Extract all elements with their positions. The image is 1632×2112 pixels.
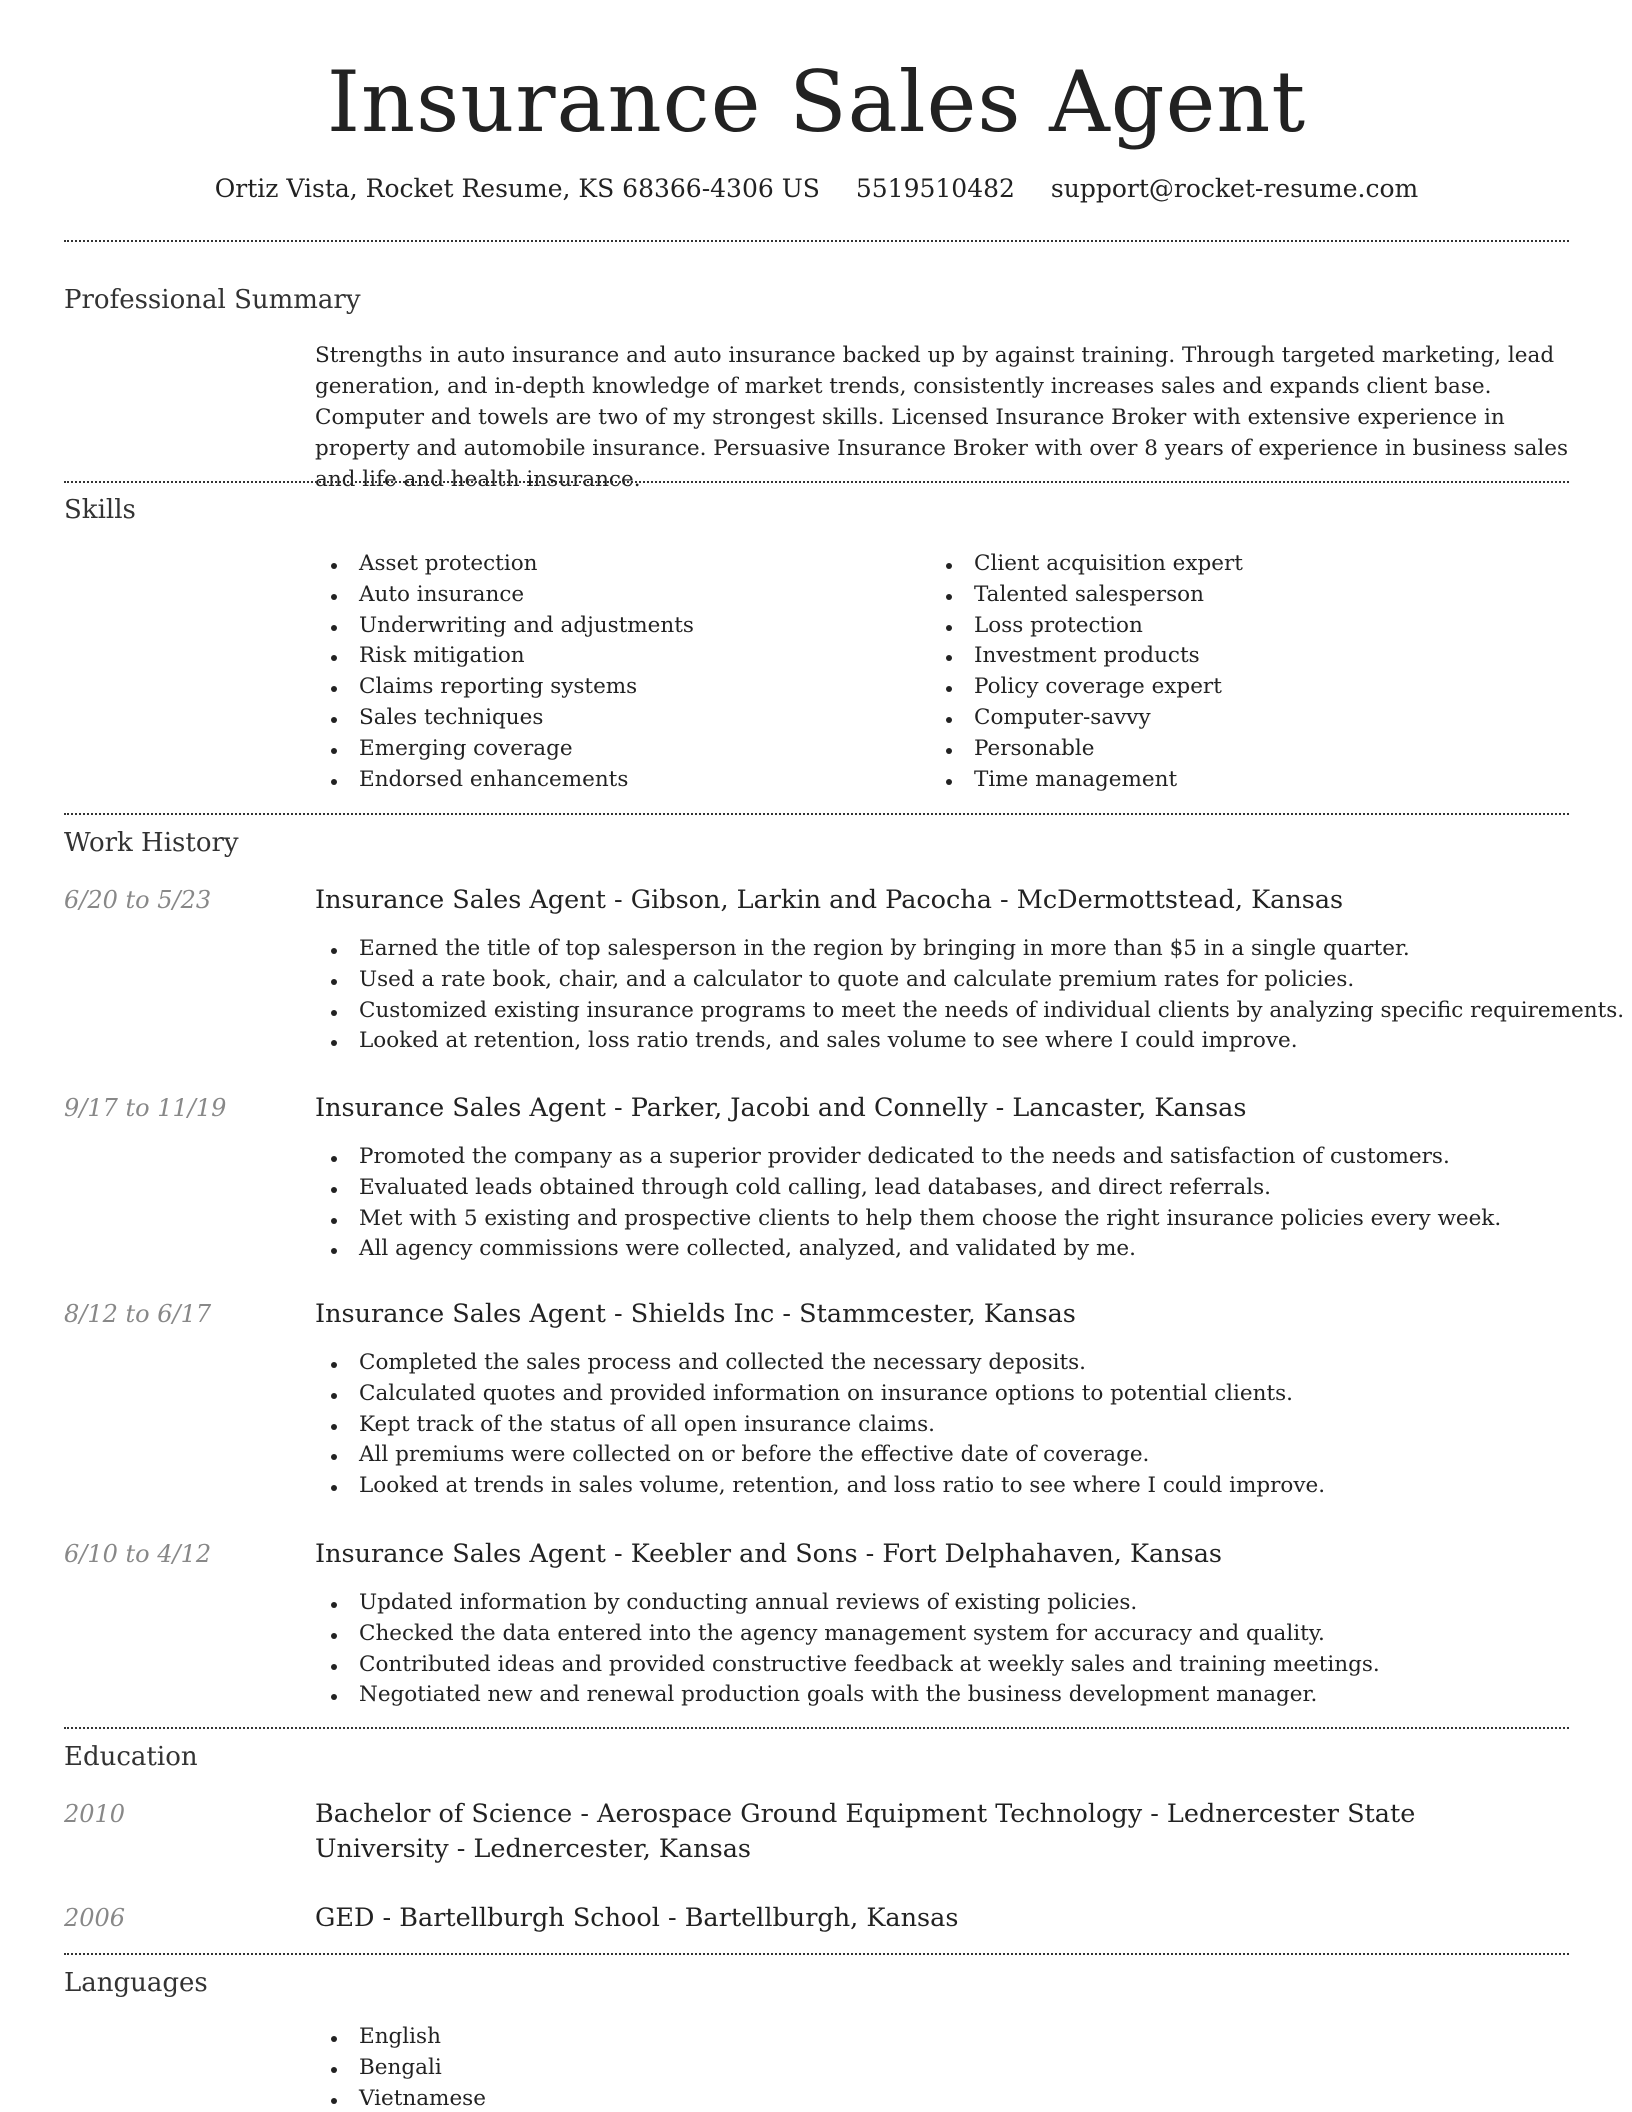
job-bullets	[315, 1588, 1569, 1711]
skill-item: Emerging coverage	[315, 734, 915, 765]
job-bullet: All agency commissions were collected, analyzed, and validated by me.	[315, 1234, 1569, 1265]
job-bullet: Looked at trends in sales volume, retention, and loss ratio to see where I could improve.	[315, 1471, 1569, 1502]
contact-phone: 5519510482	[855, 174, 1015, 203]
job-bullet: Completed the sales process and collected the necessary deposits.	[315, 1348, 1569, 1379]
job-bullet: Customized existing insurance programs to meet the needs of individual clients by analyzing specific requirements.	[315, 996, 1569, 1027]
job-bullet: Calculated quotes and provided information on insurance options to potential clients.	[315, 1379, 1569, 1410]
job-dates: 6/20 to 5/23	[64, 886, 212, 914]
education-entry: GED - Bartellburgh School - Bartellburgh, Kansas	[315, 1903, 959, 1933]
languages-heading: Languages	[64, 1968, 208, 1998]
job-title: Insurance Sales Agent - Shields Inc - Stammcester, Kansas	[315, 1299, 1076, 1329]
skills-list-right	[930, 549, 1530, 795]
skill-item: Talented salesperson	[930, 580, 1530, 611]
job-bullet: All premiums were collected on or before the effective date of coverage.	[315, 1440, 1569, 1471]
summary-text: Strengths in auto insurance and auto insurance backed up by against training. Through targeted marketing, lead generation, and in-depth knowledge of market trends, consistently increases sales and expands client base. Computer and towels are two of my strongest skills. Licensed Insurance Broker with extensive experience in property and automobile insurance. Persuasive Insurance Broker with over 8 years of experience in business sales and life and health insurance.	[315, 343, 1569, 492]
skill-item: Loss protection	[930, 611, 1530, 642]
section-divider	[64, 481, 1569, 483]
skill-item: Computer-savvy	[930, 703, 1530, 734]
job-bullet: Met with 5 existing and prospective clients to help them choose the right insurance policies every week.	[315, 1204, 1569, 1235]
job-bullet: Updated information by conducting annual reviews of existing policies.	[315, 1588, 1569, 1619]
skills-list-left	[315, 549, 915, 795]
job-bullets	[315, 934, 1625, 1057]
section-divider	[64, 813, 1569, 815]
language-item: English	[315, 2022, 915, 2053]
education-year: 2010	[64, 1800, 126, 1828]
skill-item: Sales techniques	[315, 703, 915, 734]
job-bullet: Evaluated leads obtained through cold calling, lead databases, and direct referrals.	[315, 1173, 1569, 1204]
language-item: Vietnamese	[315, 2084, 915, 2112]
skill-item: Claims reporting systems	[315, 672, 915, 703]
skill-item: Client acquisition expert	[930, 549, 1530, 580]
contact-line	[64, 171, 1569, 207]
section-divider	[64, 240, 1569, 242]
section-divider	[64, 1953, 1569, 1955]
skill-item: Time management	[930, 765, 1530, 796]
summary-heading: Professional Summary	[64, 285, 361, 315]
job-title: Insurance Sales Agent - Parker, Jacobi and Connelly - Lancaster, Kansas	[315, 1093, 1247, 1123]
job-bullets	[315, 1142, 1569, 1265]
job-dates: 8/12 to 6/17	[64, 1300, 212, 1328]
job-bullet: Used a rate book, chair, and a calculator to quote and calculate premium rates for policies.	[315, 965, 1569, 996]
skills-heading: Skills	[64, 495, 136, 525]
job-bullet: Negotiated new and renewal production goals with the business development manager.	[315, 1680, 1569, 1711]
job-dates: 6/10 to 4/12	[64, 1540, 212, 1568]
contact-email: support@rocket-resume.com	[1050, 174, 1419, 203]
resume-name: Insurance Sales Agent	[326, 53, 1307, 151]
work-heading: Work History	[64, 828, 239, 858]
skill-item: Investment products	[930, 641, 1530, 672]
job-bullet: Earned the title of top salesperson in the region by bringing in more than $5 in a single quarter.	[315, 934, 1569, 965]
education-heading: Education	[64, 1742, 198, 1772]
section-divider	[64, 1727, 1569, 1729]
skill-item: Risk mitigation	[315, 641, 915, 672]
education-entry: Bachelor of Science - Aerospace Ground Equipment Technology - Lednercester State University - Lednercester, Kansas	[315, 1799, 1416, 1864]
skill-item: Asset protection	[315, 549, 915, 580]
job-bullet: Contributed ideas and provided constructive feedback at weekly sales and training meetings.	[315, 1650, 1569, 1681]
job-bullet: Promoted the company as a superior provider dedicated to the needs and satisfaction of customers.	[315, 1142, 1569, 1173]
job-bullet: Looked at retention, loss ratio trends, and sales volume to see where I could improve.	[315, 1026, 1569, 1057]
skill-item: Endorsed enhancements	[315, 765, 915, 796]
skill-item: Policy coverage expert	[930, 672, 1530, 703]
skill-item: Auto insurance	[315, 580, 915, 611]
job-bullets	[315, 1348, 1569, 1502]
skill-item: Personable	[930, 734, 1530, 765]
language-item: Bengali	[315, 2053, 915, 2084]
skill-item: Underwriting and adjustments	[315, 611, 915, 642]
job-dates: 9/17 to 11/19	[64, 1094, 227, 1122]
job-bullet: Checked the data entered into the agency management system for accuracy and quality.	[315, 1619, 1569, 1650]
contact-address: Ortiz Vista, Rocket Resume, KS 68366-4306 US	[214, 174, 820, 203]
languages-list	[315, 2022, 915, 2112]
education-year: 2006	[64, 1904, 126, 1932]
job-title: Insurance Sales Agent - Gibson, Larkin and Pacocha - McDermottstead, Kansas	[315, 885, 1344, 915]
job-bullet: Kept track of the status of all open insurance claims.	[315, 1410, 1569, 1441]
job-title: Insurance Sales Agent - Keebler and Sons - Fort Delphahaven, Kansas	[315, 1539, 1223, 1569]
resume-page	[64, 0, 1625, 2112]
